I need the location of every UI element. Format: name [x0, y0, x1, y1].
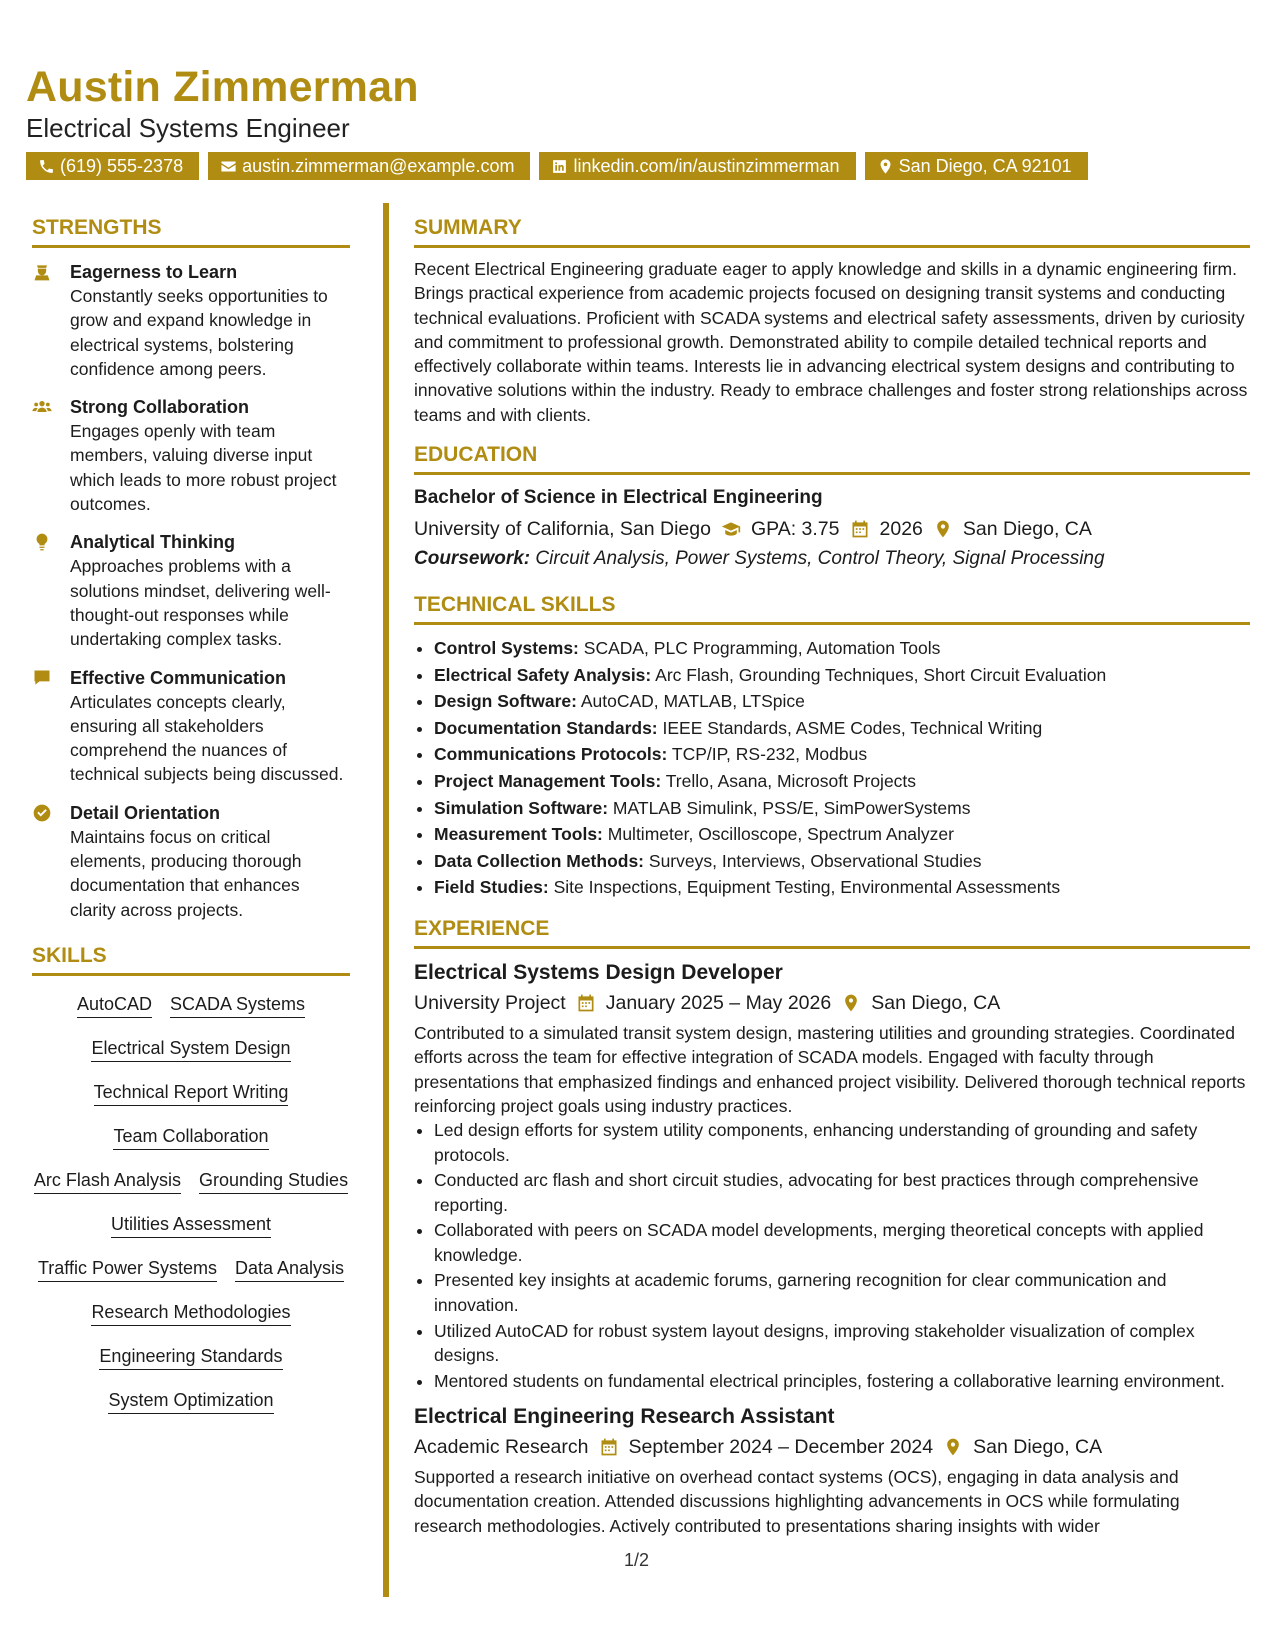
skill-category: Control Systems: — [434, 638, 579, 659]
phone-text: (619) 555-2378 — [60, 156, 184, 176]
strength-item — [32, 666, 350, 787]
list-item — [434, 821, 1250, 848]
list-item — [434, 848, 1250, 875]
skill-values: SCADA, PLC Programming, Automation Tools — [583, 638, 941, 659]
map-marker-icon — [841, 993, 861, 1013]
skill-values: AutoCAD, MATLAB, LTSpice — [580, 691, 805, 712]
strength-item — [32, 260, 350, 381]
skill-values: TCP/IP, RS-232, Modbus — [671, 744, 868, 765]
skill-tag: System Optimization — [108, 1388, 273, 1414]
technical-skills-heading: TECHNICAL SKILLS — [414, 591, 1250, 625]
skills-heading: SKILLS — [32, 942, 350, 976]
users-icon — [32, 397, 52, 417]
calendar-icon — [599, 1437, 619, 1457]
strength-item — [32, 395, 350, 516]
skill-tag: Traffic Power Systems — [38, 1256, 217, 1282]
coursework-list: Circuit Analysis, Power Systems, Control Theory, Signal Processing — [535, 548, 1105, 570]
job-meta — [414, 1433, 1250, 1461]
location-text: San Diego, CA 92101 — [898, 156, 1072, 176]
job-dates: January 2025 – May 2026 — [605, 992, 832, 1015]
skill-values: Site Inspections, Equipment Testing, Environmental Assessments — [553, 877, 1061, 898]
page-number: 1/2 — [624, 1550, 650, 1570]
skill-tag: Electrical System Design — [91, 1036, 290, 1062]
coursework — [414, 545, 1250, 573]
school-location: San Diego, CA — [962, 518, 1092, 541]
map-marker-icon — [877, 158, 894, 175]
skill-tag: Utilities Assessment — [111, 1212, 271, 1238]
strength-title: Eagerness to Learn — [70, 262, 238, 282]
job-bullets — [414, 1118, 1250, 1393]
candidate-name: Austin Zimmerman — [26, 63, 419, 111]
skill-category: Project Management Tools: — [434, 771, 662, 792]
strength-desc: Maintains focus on critical elements, producing thorough documentation that enhances clarity across projects. — [70, 826, 302, 920]
list-item — [434, 741, 1250, 768]
skill-tag: Research Methodologies — [91, 1300, 290, 1326]
strength-item — [32, 801, 350, 922]
calendar-icon — [850, 519, 870, 539]
list-item — [434, 715, 1250, 742]
left-column — [32, 214, 350, 1414]
job-entry — [414, 959, 1250, 1393]
school-name: University of California, San Diego — [414, 518, 711, 541]
linkedin-icon — [551, 158, 568, 175]
skill-category: Measurement Tools: — [434, 824, 603, 845]
column-divider — [383, 203, 389, 1597]
graduation-cap-icon — [721, 519, 741, 539]
skill-values: IEEE Standards, ASME Codes, Technical Writing — [662, 717, 1043, 738]
linkedin-text: linkedin.com/in/austinzimmerman — [573, 156, 840, 176]
skill-values: Surveys, Interviews, Observational Studies — [648, 850, 982, 871]
job-title: Electrical Engineering Research Assistant — [414, 1404, 835, 1428]
experience-heading: EXPERIENCE — [414, 915, 1250, 949]
coursework-label: Coursework: — [414, 548, 531, 570]
list-item — [434, 768, 1250, 795]
skill-tag: Grounding Studies — [199, 1168, 348, 1194]
list-item: • Utilized AutoCAD for robust system layout designs, improving stakeholder visualization of complex designs. — [434, 1319, 1250, 1368]
list-item — [434, 688, 1250, 715]
resume-header — [26, 62, 1251, 180]
strength-title: Effective Communication — [70, 667, 287, 688]
skill-tag: AutoCAD — [77, 992, 152, 1018]
skill-tag: Team Collaboration — [113, 1124, 268, 1150]
skill-category: Data Collection Methods: — [434, 850, 645, 871]
gpa: GPA: 3.75 — [750, 518, 840, 541]
skill-values: Arc Flash, Grounding Techniques, Short Circuit Evaluation — [655, 664, 1107, 685]
strength-desc: Constantly seeks opportunities to grow and expand knowledge in electrical systems, bolstering confidence among peers. — [70, 286, 328, 379]
strength-desc: Articulates concepts clearly, ensuring all stakeholders comprehend the nuances of technical subjects being discussed. — [70, 691, 344, 785]
list-item — [434, 662, 1250, 689]
right-column — [414, 214, 1250, 1538]
graduation-year: 2026 — [879, 518, 923, 541]
list-item: • Presented key insights at academic forums, garnering recognition for clear communication and innovation. — [434, 1268, 1250, 1317]
graduation-cap-icon — [32, 262, 52, 282]
email-text: austin.zimmerman@example.com — [242, 156, 515, 176]
list-item: • Collaborated with peers on SCADA model developments, merging theoretical concepts with applied knowledge. — [434, 1218, 1250, 1267]
list-item: • Conducted arc flash and short circuit studies, advocating for best practices through comprehensive reporting. — [434, 1168, 1250, 1217]
job-title-headline: Electrical Systems Engineer — [26, 113, 350, 143]
strength-item — [32, 530, 350, 651]
map-marker-icon — [933, 519, 953, 539]
map-marker-icon — [943, 1437, 963, 1457]
skill-category: Field Studies: — [434, 877, 549, 898]
strength-title: Analytical Thinking — [70, 532, 236, 553]
degree: Bachelor of Science in Electrical Engineering — [414, 487, 823, 509]
list-item — [434, 635, 1250, 662]
job-description: Supported a research initiative on overhead contact systems (OCS), engaging in data analysis and documentation creation. Attended discussions highlighting advancements in OCS while formulating research methodologies. Actively contributed to presentations sharing insights with wider — [414, 1466, 1180, 1536]
location-chip — [865, 152, 1088, 180]
skill-tag: Engineering Standards — [99, 1344, 282, 1370]
strength-title: Strong Collaboration — [70, 397, 249, 418]
skill-category: Documentation Standards: — [434, 717, 658, 738]
skill-values: Multimeter, Oscilloscope, Spectrum Analyzer — [607, 824, 954, 845]
job-description: Contributed to a simulated transit system design, mastering utilities and grounding strategies. Coordinated efforts across the team for effective integration of SCADA models. Engaged with faculty through presentations that emphasized findings and enhanced project visibility. Delivered thorough technical reports reinforcing project goals using industry practices. — [414, 1023, 1246, 1116]
strength-desc: Approaches problems with a solutions mindset, delivering well-thought-out responses while undertaking complex tasks. — [70, 556, 331, 650]
skill-tag: Arc Flash Analysis — [34, 1168, 181, 1194]
education-meta — [414, 515, 1250, 543]
list-item: • Mentored students on fundamental electrical principles, fostering a collaborative learning environment. — [434, 1369, 1250, 1393]
envelope-icon — [220, 158, 237, 175]
strength-title: Detail Orientation — [70, 802, 221, 823]
technical-skills-list — [414, 635, 1250, 901]
job-org: University Project — [414, 992, 566, 1015]
job-org: Academic Research — [414, 1435, 589, 1458]
strengths-heading: STRENGTHS — [32, 214, 350, 248]
calendar-icon — [576, 993, 596, 1013]
phone-chip[interactable] — [26, 152, 199, 180]
skills-list — [32, 986, 350, 1414]
linkedin-chip[interactable] — [539, 152, 855, 180]
education-heading: EDUCATION — [414, 441, 1250, 475]
job-meta — [414, 989, 1250, 1017]
list-item — [434, 795, 1250, 822]
comment-icon — [32, 668, 52, 688]
summary-heading: SUMMARY — [414, 214, 1250, 248]
skill-tag: Technical Report Writing — [94, 1080, 289, 1106]
skill-category: Design Software: — [434, 691, 577, 712]
skill-tag: Data Analysis — [235, 1256, 344, 1282]
contact-bar — [26, 152, 1251, 180]
job-dates: September 2024 – December 2024 — [628, 1435, 934, 1458]
strengths-list — [32, 258, 350, 922]
skill-category: Communications Protocols: — [434, 744, 668, 765]
job-entry — [414, 1403, 1250, 1538]
skill-category: Simulation Software: — [434, 797, 609, 818]
job-title: Electrical Systems Design Developer — [414, 961, 783, 985]
lightbulb-icon — [32, 532, 52, 552]
skill-values: Trello, Asana, Microsoft Projects — [665, 771, 917, 792]
check-circle-icon — [32, 803, 52, 823]
job-location: San Diego, CA — [871, 992, 1001, 1015]
job-location: San Diego, CA — [973, 1435, 1103, 1458]
skill-category: Electrical Safety Analysis: — [434, 664, 652, 685]
email-chip[interactable] — [208, 152, 530, 180]
list-item: • Led design efforts for system utility components, enhancing understanding of grounding and safety protocols. — [434, 1118, 1250, 1167]
strength-desc: Engages openly with team members, valuing diverse input which leads to more robust project outcomes. — [70, 421, 337, 515]
skill-values: MATLAB Simulink, PSS/E, SimPowerSystems — [612, 797, 971, 818]
phone-icon — [38, 158, 55, 175]
skill-tag: SCADA Systems — [170, 992, 305, 1018]
summary-text: Recent Electrical Engineering graduate eager to apply knowledge and skills in a dynamic engineering firm. Brings practical experience from academic projects focused on designing transit systems and conducting technical evaluations. Proficient with SCADA systems and electrical safety assessments, driven by curiosity and commitment to professional growth. Demonstrated ability to compile detailed technical reports and effectively collaborate within teams. Interests lie in advancing electrical system designs and contributing to innovative solutions within the industry. Ready to embrace challenges and foster strong relationships across teams and with clients. — [414, 259, 1248, 425]
list-item — [434, 874, 1250, 901]
